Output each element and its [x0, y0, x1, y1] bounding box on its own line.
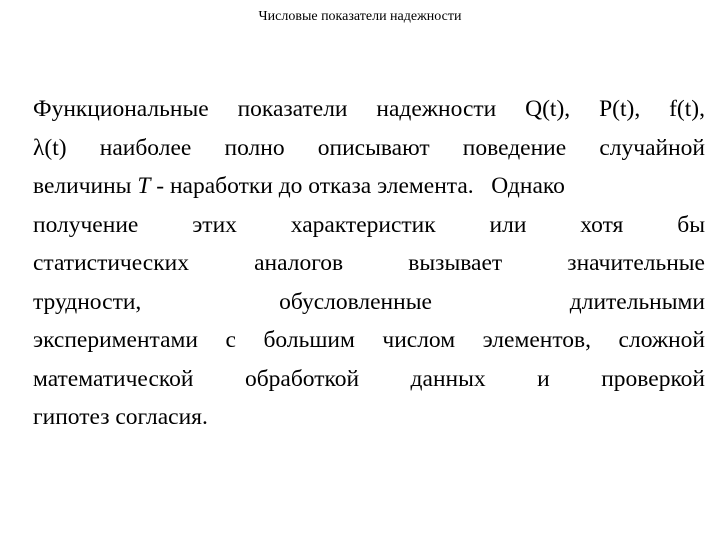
slide-title: Числовые показатели надежности: [258, 9, 462, 24]
text-line-2: λ(t) наиболее полно описывают поведение случайной: [33, 134, 705, 161]
body-paragraph: [33, 90, 705, 437]
text-line-9: гипотез согласия.: [33, 404, 208, 430]
text-line-1: Функциональные показатели надежности Q(t), P(t), f(t),: [33, 96, 705, 122]
text-line-3-end: - наработки до отказа элемента. Однако: [150, 173, 565, 199]
text-line-8: математической обработкой данных и проверкой: [33, 365, 705, 392]
variable-t: T: [137, 173, 151, 199]
text-line-7: экспериментами с большим числом элементов, сложной: [33, 327, 705, 353]
text-line-5: статистических аналогов вызывает значительные: [33, 250, 705, 276]
text-line-4: получение этих характеристик или хотя бы: [33, 211, 705, 238]
text-line-6: трудности, обусловленные длительными: [33, 288, 705, 315]
text-line-3-start: величины: [33, 173, 138, 199]
text-line-3: [33, 167, 705, 206]
